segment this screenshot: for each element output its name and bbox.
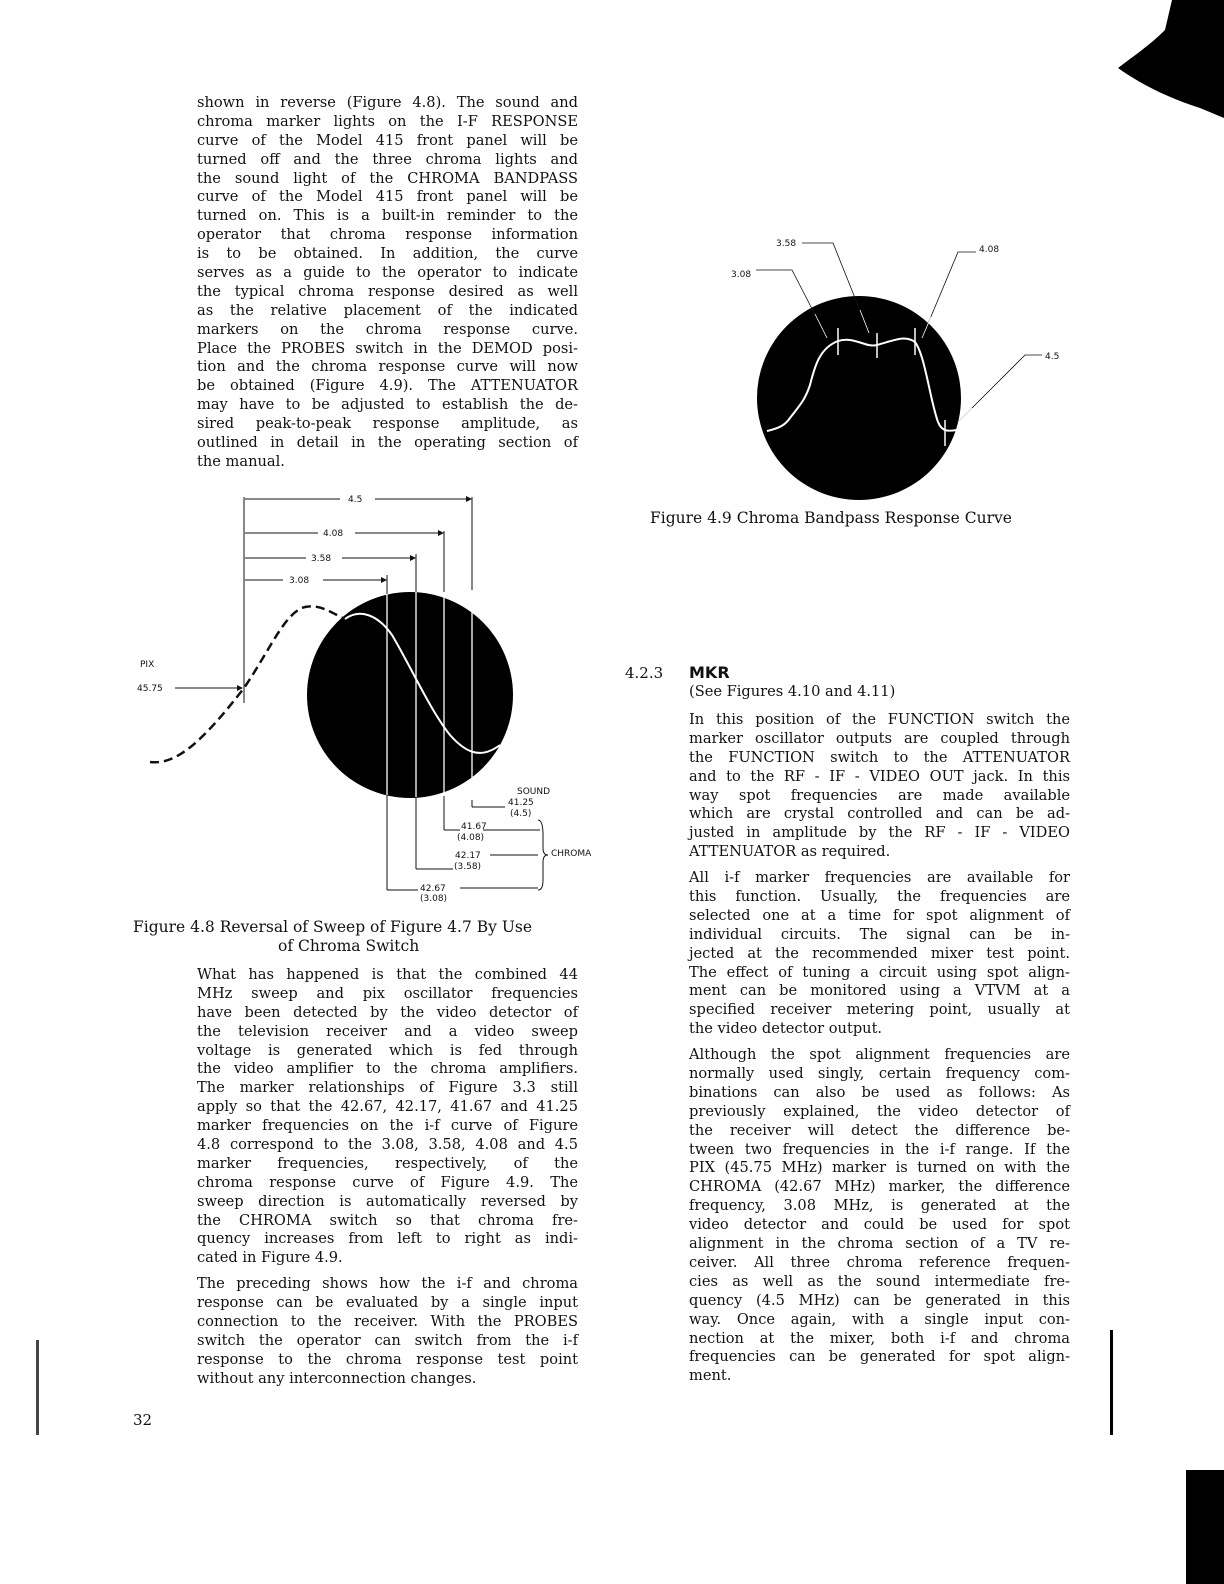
- text-line: quency increases from left to right as indi-: [197, 1230, 578, 1248]
- marker-41-67-label: 41.67: [461, 822, 487, 832]
- text-line: outlined in detail in the operating section of: [197, 434, 578, 452]
- text-line: chroma marker lights on the I-F RESPONSE: [197, 112, 578, 130]
- left-column-bottom: [197, 966, 578, 1396]
- text-line: ment.: [689, 1367, 732, 1385]
- text-line: the typical chroma response desired as well: [197, 282, 578, 300]
- page-number: 32: [133, 1411, 153, 1429]
- text-line: the CHROMA switch so that chroma fre-: [197, 1211, 578, 1229]
- text-line: video detector and could be used for spot: [689, 1216, 1070, 1234]
- text-line: without any interconnection changes.: [197, 1369, 477, 1387]
- paragraph: [689, 869, 1070, 1039]
- text-line: curve of the Model 415 front panel will be: [197, 188, 578, 206]
- text-line: tween two frequencies in the i-f range. If the: [689, 1140, 1070, 1158]
- text-line: cies as well as the sound intermediate fre-: [689, 1272, 1070, 1290]
- marker-3-58-label: (3.58): [454, 862, 482, 872]
- chroma-label: CHROMA: [551, 849, 592, 859]
- sound-label: SOUND: [517, 787, 551, 797]
- text-line: response to the chroma response test point: [197, 1350, 578, 1368]
- text-line: binations can also be used as follows: As: [689, 1083, 1070, 1101]
- text-line: MHz sweep and pix oscillator frequencies: [197, 984, 578, 1002]
- text-line: specified receiver metering point, usually at: [689, 1001, 1070, 1019]
- text-line: turned on. This is a built-in reminder to the: [197, 207, 578, 225]
- section-subtitle: (See Figures 4.10 and 4.11): [689, 683, 896, 700]
- scan-artifact: [1110, 1330, 1113, 1435]
- text-line: tion and the chroma response curve will now: [197, 358, 578, 376]
- text-line: voltage is generated which is fed through: [197, 1041, 578, 1059]
- pix-freq-label: 45.75: [137, 684, 163, 694]
- marker-4-5-label-4-9: 4.5: [1045, 352, 1060, 362]
- text-line: ment can be monitored using a VTVM at a: [689, 982, 1070, 1000]
- text-line: have been detected by the video detector of: [197, 1003, 578, 1021]
- paragraph: [197, 966, 578, 1268]
- crt-screen-4-9: [757, 296, 961, 500]
- text-line: previously explained, the video detector of: [689, 1102, 1070, 1120]
- sound-video-label: (4.5): [510, 809, 532, 819]
- text-line: 4.8 correspond to the 3.08, 3.58, 4.08 and 4.5: [197, 1136, 578, 1154]
- span-label-3-08: 3.08: [289, 576, 310, 586]
- text-line: the television receiver and a video sweep: [197, 1022, 578, 1040]
- text-line: The preceding shows how the i-f and chroma: [197, 1275, 578, 1293]
- marker-42-17-label: 42.17: [455, 851, 481, 861]
- text-line: justed in amplitude by the RF - IF - VIDEO: [689, 824, 1070, 842]
- text-line: way. Once again, with a single input con-: [689, 1310, 1070, 1328]
- text-line: this function. Usually, the frequencies are: [689, 888, 1070, 906]
- section-number: 4.2.3: [625, 664, 664, 682]
- marker-3-08-label-4-9: 3.08: [731, 270, 752, 280]
- scan-artifact: [1118, 0, 1224, 118]
- text-line: shown in reverse (Figure 4.8). The sound and: [197, 94, 578, 111]
- text-line: as the relative placement of the indicated: [197, 301, 578, 319]
- text-line: alignment in the chroma section of a TV re-: [689, 1235, 1070, 1253]
- text-line: way spot frequencies are made available: [689, 786, 1070, 804]
- text-line: CHROMA (42.67 MHz) marker, the difference: [689, 1178, 1070, 1196]
- text-line: quency (4.5 MHz) can be generated in this: [689, 1291, 1070, 1309]
- text-line: may have to be adjusted to establish the de-: [197, 396, 578, 414]
- text-line: the video detector output.: [689, 1020, 883, 1038]
- text-line: frequency, 3.08 MHz, is generated at the: [689, 1197, 1070, 1215]
- text-line: be obtained (Figure 4.9). The ATTENUATOR: [197, 377, 578, 395]
- paragraph: [689, 711, 1070, 862]
- text-line: jected at the recommended mixer test point.: [689, 944, 1070, 962]
- text-line: the FUNCTION switch to the ATTENUATOR: [689, 748, 1070, 766]
- text-line: which are crystal controlled and can be ad-: [689, 805, 1070, 823]
- text-line: operator that chroma response information: [197, 226, 578, 244]
- text-line: sired peak-to-peak response amplitude, as: [197, 415, 578, 433]
- text-line: the sound light of the CHROMA BANDPASS: [197, 169, 578, 187]
- text-line: sweep direction is automatically reversed by: [197, 1192, 578, 1210]
- figure-4-9-caption: Figure 4.9 Chroma Bandpass Response Curve: [650, 509, 1012, 527]
- marker-4-08-label-4-9: 4.08: [979, 245, 1000, 255]
- text-line: normally used singly, certain frequency com-: [689, 1065, 1070, 1083]
- text-line: is to be obtained. In addition, the curve: [197, 245, 578, 263]
- span-label-3-58: 3.58: [311, 554, 332, 564]
- marker-4-08-label: (4.08): [457, 833, 485, 843]
- text-line: and to the RF - IF - VIDEO OUT jack. In this: [689, 767, 1070, 785]
- text-line: ATTENUATOR as required.: [689, 843, 891, 861]
- text-line: curve of the Model 415 front panel will be: [197, 131, 578, 149]
- text-line: frequencies can be generated for spot align-: [689, 1348, 1070, 1366]
- text-line: The effect of tuning a circuit using spot align-: [689, 963, 1070, 981]
- span-label-4-5: 4.5: [348, 495, 363, 505]
- text-line: markers on the chroma response curve.: [197, 320, 578, 338]
- text-line: All i-f marker frequencies are available for: [689, 869, 1070, 887]
- text-line: Although the spot alignment frequencies are: [689, 1046, 1070, 1064]
- text-line: Place the PROBES switch in the DEMOD posi-: [197, 339, 578, 357]
- section-title: MKR: [689, 663, 730, 682]
- text-line: marker frequencies on the i-f curve of Figure: [197, 1117, 578, 1135]
- span-label-4-08: 4.08: [323, 529, 344, 539]
- text-line: individual circuits. The signal can be in-: [689, 925, 1070, 943]
- text-line: the receiver will detect the difference be-: [689, 1121, 1070, 1139]
- text-line: ceiver. All three chroma reference frequen-: [689, 1253, 1070, 1271]
- text-line: the manual.: [197, 452, 285, 470]
- pix-label: PIX: [140, 660, 155, 670]
- text-line: chroma response curve of Figure 4.9. The: [197, 1173, 578, 1191]
- sound-freq-label: 41.25: [508, 798, 534, 808]
- text-line: cated in Figure 4.9.: [197, 1249, 343, 1267]
- marker-3-58-label-4-9: 3.58: [776, 239, 797, 249]
- text-line: What has happened is that the combined 44: [197, 966, 578, 983]
- text-line: turned off and the three chroma lights and: [197, 150, 578, 168]
- marker-3-08-label: (3.08): [420, 894, 448, 904]
- text-line: marker oscillator outputs are coupled through: [689, 729, 1070, 747]
- paragraph: [197, 1275, 578, 1388]
- text-line: connection to the receiver. With the PROBES: [197, 1313, 578, 1331]
- text-line: serves as a guide to the operator to indicate: [197, 264, 578, 282]
- text-line: The marker relationships of Figure 3.3 still: [197, 1079, 578, 1097]
- text-line: In this position of the FUNCTION switch the: [689, 711, 1070, 728]
- scan-artifact: [1186, 1470, 1224, 1584]
- text-line: apply so that the 42.67, 42.17, 41.67 and 41.25: [197, 1098, 578, 1116]
- paragraph: [689, 1046, 1070, 1386]
- text-line: PIX (45.75 MHz) marker is turned on with the: [689, 1159, 1070, 1177]
- right-column-text: [689, 711, 1070, 1393]
- text-line: the video amplifier to the chroma amplifiers.: [197, 1060, 578, 1078]
- text-line: nection at the mixer, both i-f and chroma: [689, 1329, 1070, 1347]
- text-line: marker frequencies, respectively, of the: [197, 1154, 578, 1172]
- scan-artifact: [36, 1340, 39, 1435]
- text-line: selected one at a time for spot alignment of: [689, 906, 1070, 924]
- figure-4-8-caption-line2: of Chroma Switch: [278, 937, 420, 955]
- text-line: switch the operator can switch from the i-f: [197, 1331, 578, 1349]
- figure-4-8-caption-line1: Figure 4.8 Reversal of Sweep of Figure 4.7 By Use: [133, 918, 533, 936]
- marker-42-67-label: 42.67: [420, 884, 446, 894]
- crt-screen: [307, 592, 513, 798]
- text-line: response can be evaluated by a single input: [197, 1294, 578, 1312]
